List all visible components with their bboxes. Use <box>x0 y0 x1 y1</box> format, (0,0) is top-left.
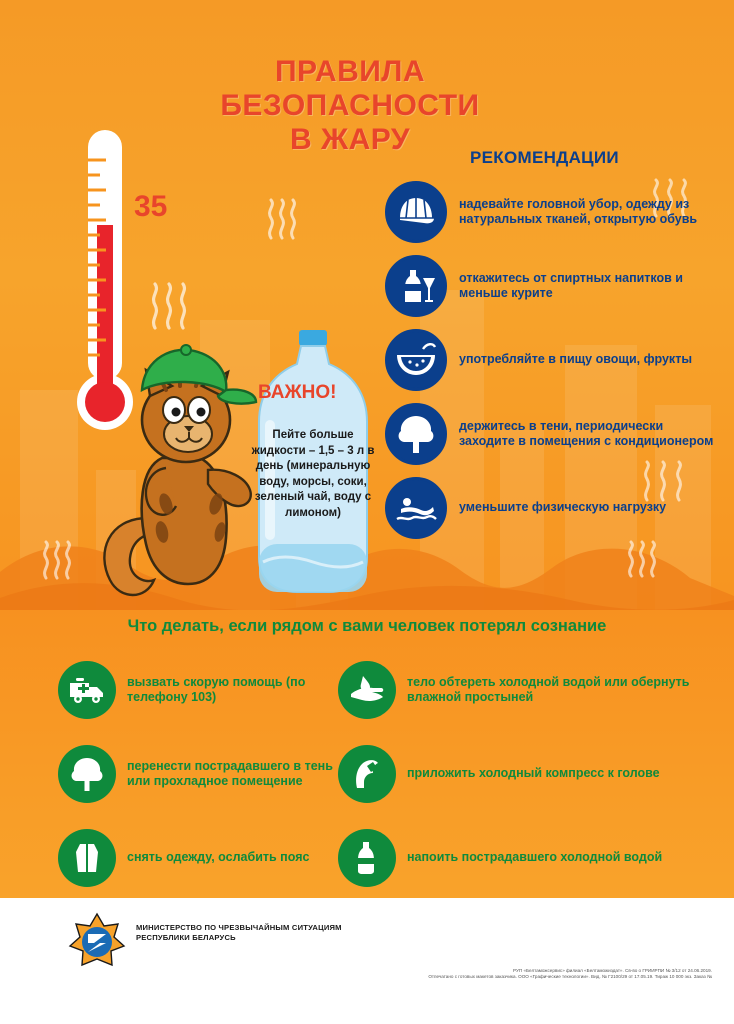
water-bottle-icon <box>338 829 396 887</box>
first-aid-text: снять одежду, ослабить пояс <box>127 850 310 865</box>
recommendation-item <box>385 400 715 468</box>
first-aid-title: Что делать, если рядом с вами человек потерял сознание <box>127 617 607 635</box>
page-title <box>150 55 550 157</box>
ambulance-icon <box>58 661 116 719</box>
important-text: Пейте больше жидкости – 1,5 – 3 л в день (минеральную воду, морсы, соки, зеленый чай, воду с лимоном) <box>251 429 375 519</box>
heat-wave-icon <box>265 198 299 240</box>
heat-wave-icon <box>40 540 74 580</box>
tree-icon <box>385 403 447 465</box>
important-heading: ВАЖНО! <box>258 382 337 403</box>
first-aid-item <box>58 816 338 900</box>
title-line-1: ПРАВИЛА <box>274 55 426 88</box>
ministry-text <box>136 923 436 943</box>
first-aid-text: тело обтереть холодной водой или обернуть влажной простыней <box>407 674 690 704</box>
tree-icon <box>58 745 116 803</box>
imprint-text <box>360 968 712 981</box>
recommendation-item <box>385 474 715 542</box>
first-aid-item <box>338 816 698 900</box>
first-aid-item <box>338 648 698 732</box>
thermometer-value: 35 <box>134 190 168 223</box>
swimmer-icon <box>385 477 447 539</box>
cat-mascot <box>88 318 268 603</box>
hand-water-icon <box>338 661 396 719</box>
cold-compress-icon <box>338 745 396 803</box>
cap-icon <box>385 181 447 243</box>
first-aid-text: вызвать скорую помощь (по телефону 103) <box>127 674 306 704</box>
first-aid-list <box>58 648 698 900</box>
recommendation-item <box>385 178 715 246</box>
ministry-line-2: РЕСПУБЛИКИ БЕЛАРУСЬ <box>136 933 236 942</box>
imprint-line-2: Отпечатано с готовых макетов заказчика. ООО «Графические технологии». Вид. № Г2100/29 от 17.05.19. Тираж 10 000 экз. Заказ № <box>428 974 712 980</box>
first-aid-text: перенести пострадавшего в тень или прохладное помещение <box>127 758 333 788</box>
recommendation-text: уменьшите физическую нагрузку <box>459 500 667 515</box>
mchs-emblem-icon <box>68 912 126 970</box>
bottle-glass-icon <box>385 255 447 317</box>
recommendation-item <box>385 252 715 320</box>
ministry-line-1: МИНИСТЕРСТВО ПО ЧРЕЗВЫЧАЙНЫМ СИТУАЦИЯМ <box>136 923 342 932</box>
recommendations-title: РЕКОМЕНДАЦИИ <box>470 148 619 167</box>
recommendation-text: надевайте головной убор, одежду из натуральных тканей, открытую обувь <box>459 196 698 226</box>
recommendation-text: держитесь в тени, периодически заходите в помещения с кондиционером <box>459 418 714 448</box>
title-line-2: БЕЗОПАСНОСТИ <box>220 89 480 122</box>
first-aid-text: напоить пострадавшего холодной водой <box>407 850 663 865</box>
recommendation-text: употребляйте в пищу овощи, фрукты <box>459 352 692 367</box>
recommendation-text: откажитесь от спиртных напитков и меньше курите <box>459 270 683 300</box>
first-aid-item <box>58 732 338 816</box>
title-line-3: В ЖАРУ <box>289 123 411 156</box>
recommendations-list <box>385 178 715 548</box>
imprint-line-1: РУП «Белтаможсервис» филиал «Белтаможиздат». Св-во о ГРИИРПИ № 3/12 от 24.06.2019. <box>513 968 712 973</box>
first-aid-item <box>58 648 338 732</box>
recommendation-item <box>385 326 715 394</box>
first-aid-text: приложить холодный компресс к голове <box>407 766 660 781</box>
fruits-icon <box>385 329 447 391</box>
clothes-icon <box>58 829 116 887</box>
first-aid-item <box>338 732 698 816</box>
